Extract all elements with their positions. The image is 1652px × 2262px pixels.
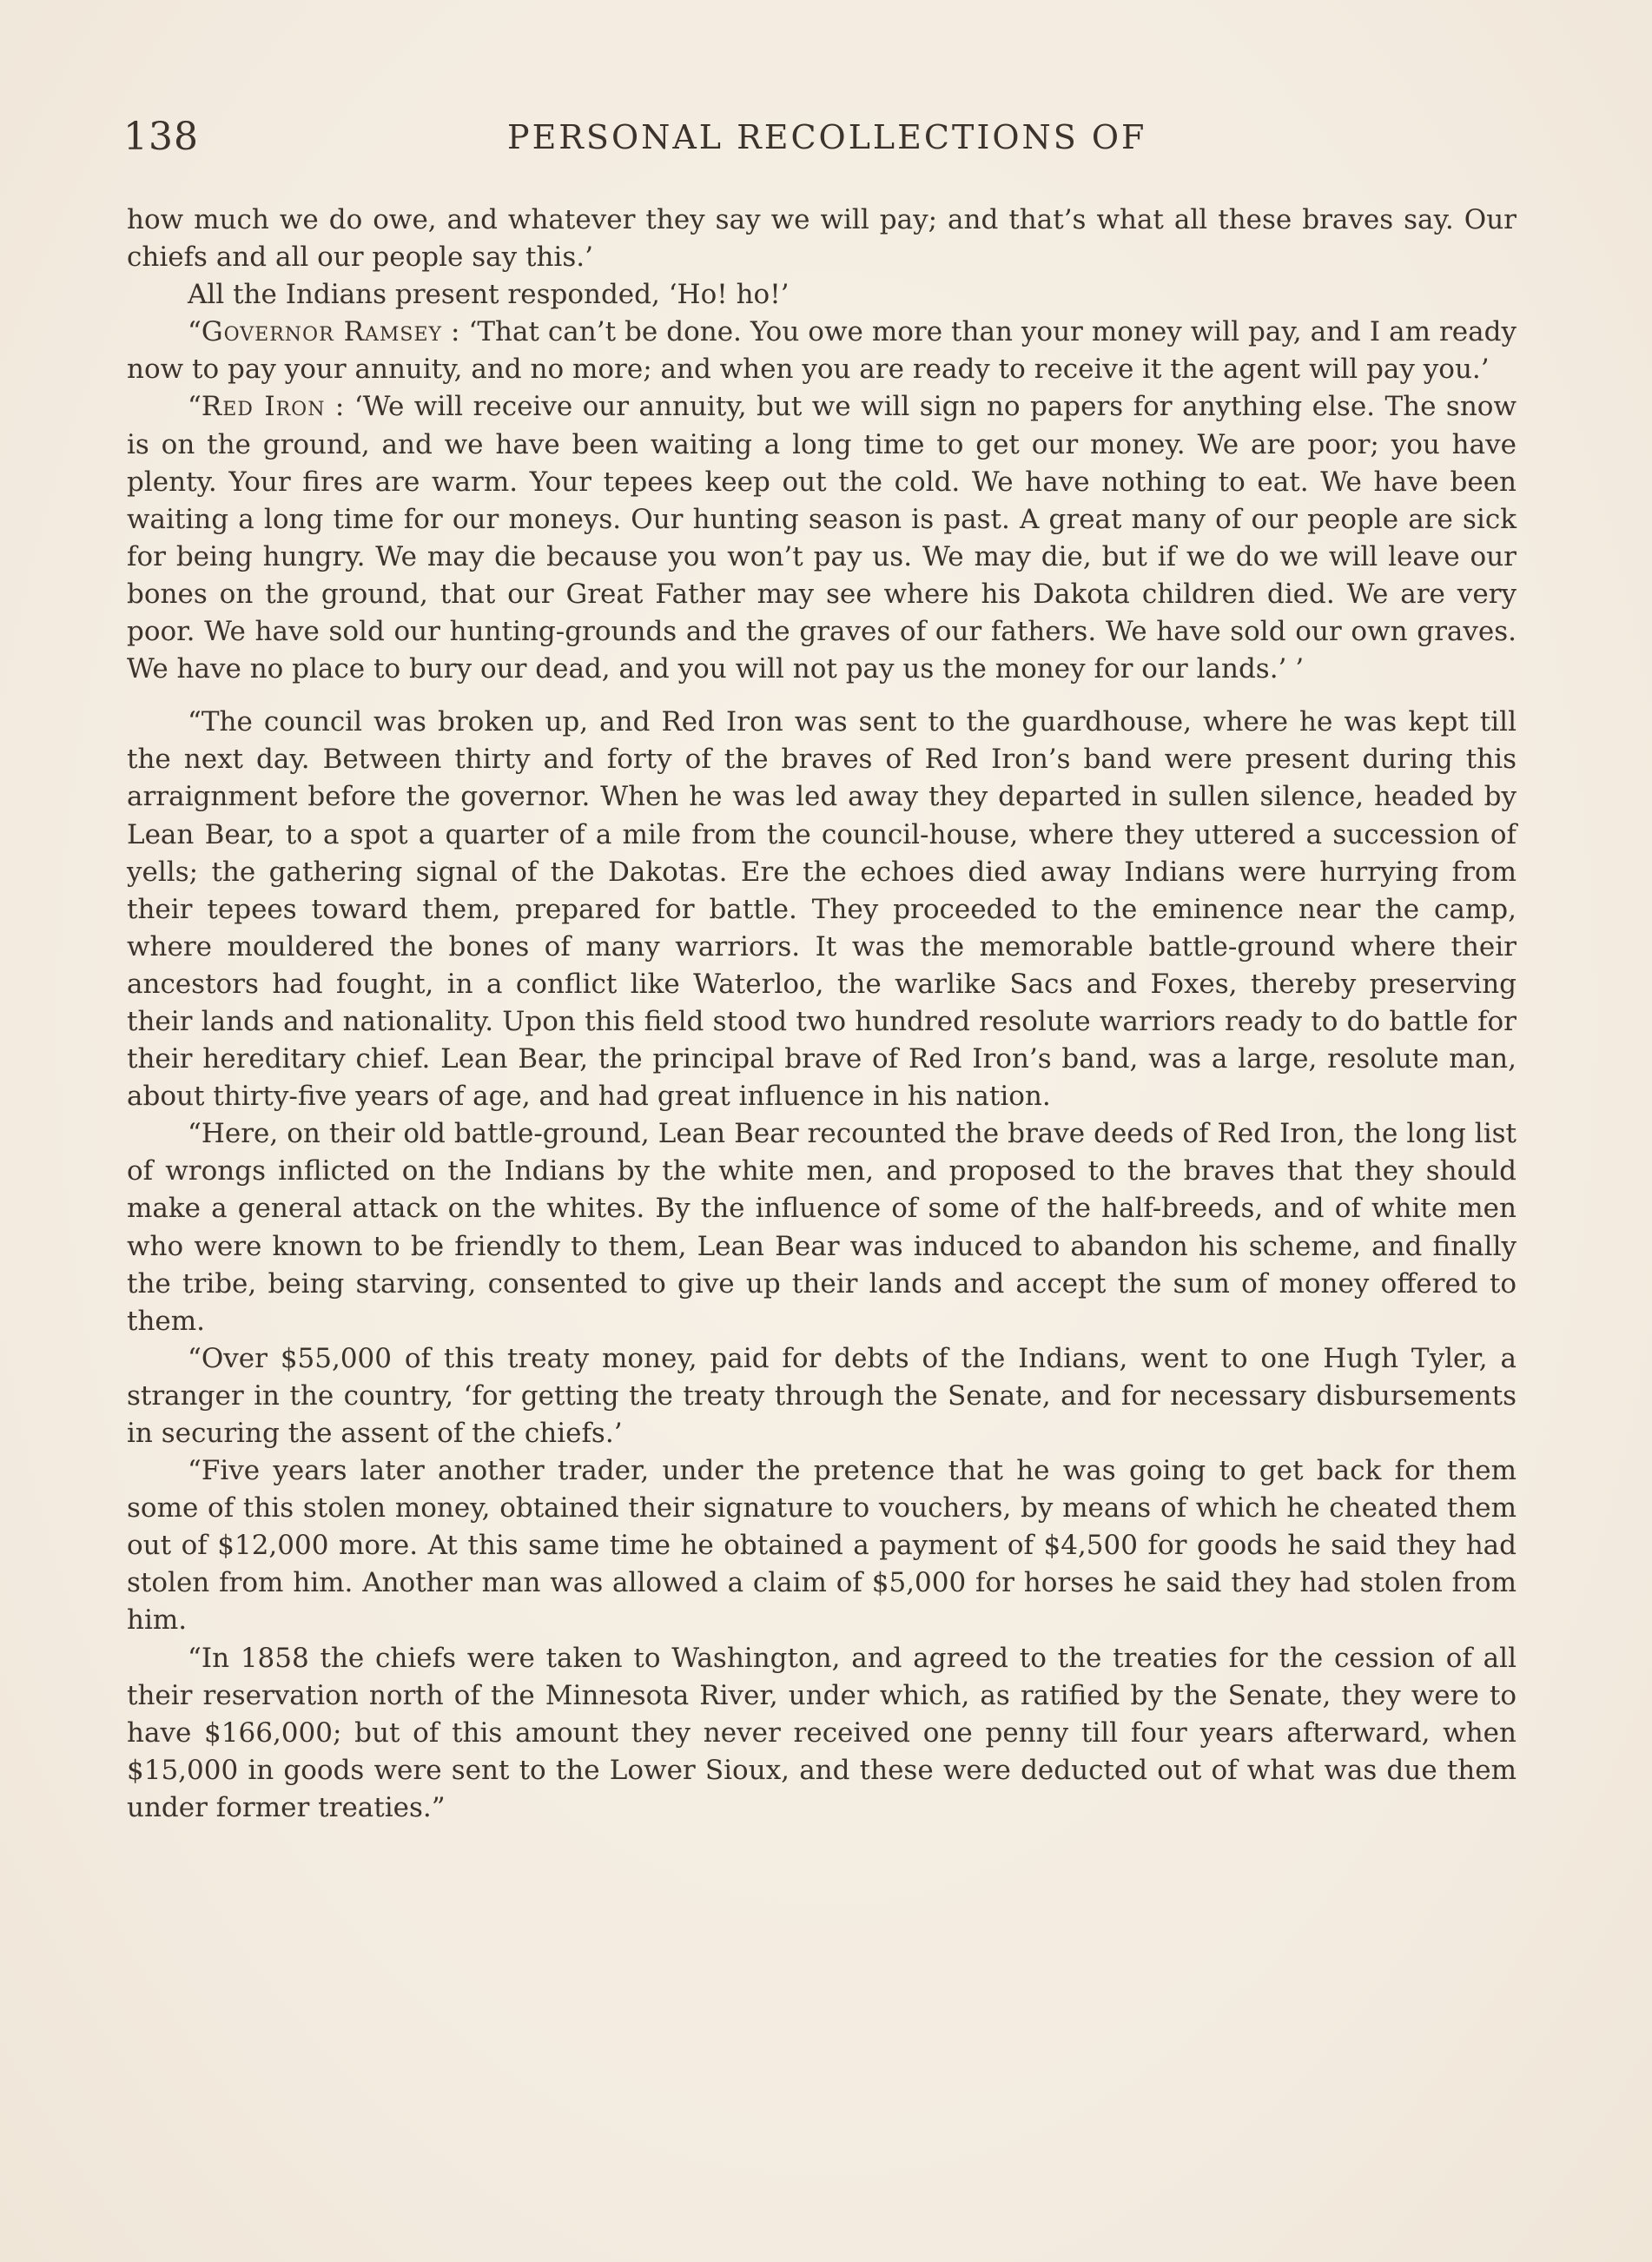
paragraph-8 xyxy=(127,1452,1517,1639)
paragraph-7 xyxy=(127,1340,1517,1452)
paragraph-text: “Over $55,000 of this treaty money, paid for debts of the Indians, went to one Hugh Tyler, a stranger in the country, ‘for getting the treaty through the Senate, and for necessary disbursements in securing the assent of the chiefs.’ xyxy=(127,1342,1517,1449)
page-number: 138 xyxy=(123,115,199,159)
paragraph-text: : ‘We will receive our annuity, but we will sign no papers for anything else. The snow is on the ground, and we have been waiting a long time to get our money. We are poor; you have plenty. Your fires are warm. Your tepees keep out the cold. We have nothing to eat. We have been waiting a long time for our moneys. Our hunting season is past. A great many of our people are sick for being hungry. We may die because you won’t pay us. We may die, but if we do we will leave our bones on the ground, that our Great Father may see where his Dakota children died. We are very poor. We have sold our hunting-grounds and the graves of our fathers. We have sold our own graves. We have no place to bury our dead, and you will not pay us the money for our lands.’ ’ xyxy=(127,391,1517,685)
page-header xyxy=(123,115,1513,167)
paragraph-9 xyxy=(127,1640,1517,1827)
paragraph-3: “Governor Ramsey : ‘That can’t be done. You owe more than your money will pay, and I am ready now to pay your annuity, and no more; and when you are ready to receive it the agent will pay you.’ xyxy=(127,316,1517,386)
paragraph-1 xyxy=(127,202,1517,276)
paragraph-text: “The council was broken up, and Red Iron was sent to the guardhouse, where he was kept till the next day. Between thirty and forty of the braves of Red Iron’s band were present during this arraignment before the governor. When he was led away they departed in sullen silence, headed by Lean Bear, to a spot a quarter of a mile from the council-house, where they uttered a succession of yells; the gathering signal of the Dakotas. Ere the echoes died away Indians were hurrying from their tepees toward them, prepared for battle. They proceeded to the eminence near the camp, where mouldered the bones of many warriors. It was the memorable battle-ground where their ancestors had fought, in a conflict like Waterloo, the warlike Sacs and Foxes, thereby preserving their lands and nationality. Upon this field stood two hundred resolute warriors ready to do battle for their hereditary chief. Lean Bear, the principal brave of Red Iron’s band, was a large, resolute man, about thirty-five years of age, and had great influence in his nation. xyxy=(127,706,1517,1113)
paragraph-text: : ‘That can’t be done. You owe more than your money will pay, and I am ready now to pay your annuity, and no more; and when you are ready to receive it the agent will pay you.’ xyxy=(127,316,1517,386)
paragraph-text: how much we do owe, and whatever they say we will pay; and that’s what all these braves say. Our chiefs and all our people say this.’ xyxy=(127,204,1517,274)
speaker-name: Governor Ramsey xyxy=(201,316,443,348)
body-text xyxy=(127,202,1517,1827)
paragraph-2 xyxy=(127,276,1517,314)
paragraph-text: “Five years later another trader, under the pretence that he was going to get back for them some of this stolen money, obtained their signature to vouchers, by means of which he cheated them out of $12,000 more. At this same time he obtained a payment of $4,500 for goods he said they had stolen from him. Another man was allowed a claim of $5,000 for horses he said they had stolen from him. xyxy=(127,1455,1517,1637)
speaker-name: Red Iron xyxy=(201,391,326,423)
paragraph-5 xyxy=(127,704,1517,1115)
paragraph-text: “In 1858 the chiefs were taken to Washington, and agreed to the treaties for the cession of all their reservation north of the Minnesota River, under which, as ratified by the Senate, they were to have $166,000; but of this amount they never received one penny till four years afterward, when $15,000 in goods were sent to the Lower Sioux, and these were deducted out of what was due them under former treaties.” xyxy=(127,1642,1517,1823)
paragraph-6 xyxy=(127,1115,1517,1340)
paragraph-text: “Here, on their old battle-ground, Lean Bear recounted the brave deeds of Red Iron, the long list of wrongs inflicted on the Indians by the white men, and proposed to the braves that they should make a general attack on the whites. By the influence of some of the half-breeds, and of white men who were known to be friendly to them, Lean Bear was induced to abandon his scheme, and finally the tribe, being starving, consented to give up their lands and accept the sum of money offered to them. xyxy=(127,1118,1517,1337)
paragraph-4: “Red Iron : ‘We will receive our annuity, but we will sign no papers for anything else. The snow is on the ground, and we have been waiting a long time to get our money. We are poor; you have plenty. Your fires are warm. Your tepees keep out the cold. We have nothing to eat. We have been waiting a long time for our moneys. Our hunting season is past. A great many of our people are sick for being hungry. We may die because you won’t pay us. We may die, but if we do we will leave our bones on the ground, that our Great Father may see where his Dakota children died. We are very poor. We have sold our hunting-grounds and the graves of our fathers. We have sold our own graves. We have no place to bury our dead, and you will not pay us the money for our lands.’ ’ xyxy=(127,391,1517,685)
paragraph-text: All the Indians present responded, ‘Ho! ho!’ xyxy=(188,279,790,311)
running-head: PERSONAL RECOLLECTIONS OF xyxy=(507,118,1147,156)
